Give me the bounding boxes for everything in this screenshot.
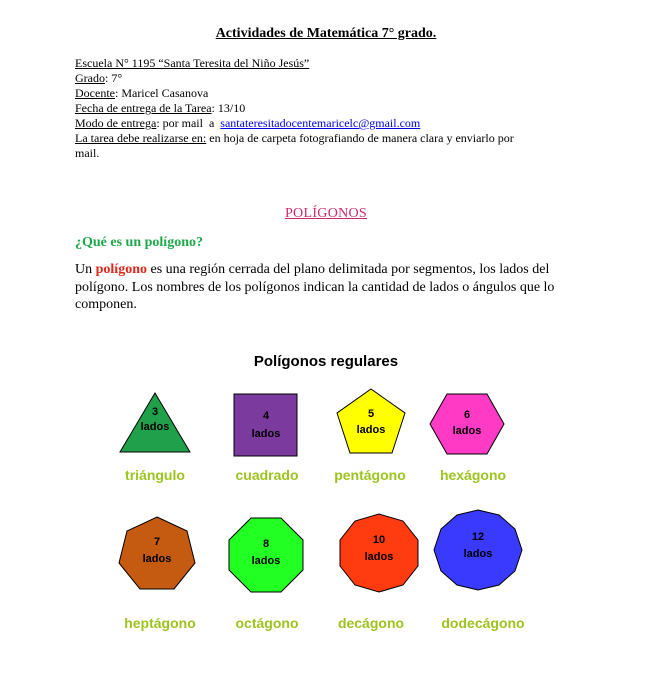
decagon-unit: lados [364,551,394,563]
dodecagon-unit: lados [463,548,493,560]
document-title: Actividades de Matemática 7° grado. [215,26,437,41]
heptagon-count: 7 [153,536,161,548]
pentagon-count: 5 [367,408,375,420]
pentagon-name: pentágono [334,467,406,483]
square-shape [233,393,299,457]
square-unit: lados [251,428,281,440]
hexagon-unit: lados [452,425,482,437]
decagon-name: decágono [337,615,405,631]
dodecagon-shape [432,508,524,592]
decagon-count: 10 [372,534,386,546]
question-heading: ¿Qué es un polígono? [75,235,203,250]
delivery-mode-line: Modo de entrega: por mail a santateresitadocentemaricelc@gmail.com [75,116,421,130]
square-count: 4 [262,410,270,422]
section-title: POLÍGONOS [284,206,368,221]
pentagon-polygon [337,389,405,453]
due-date-line: Fecha de entrega de la Tarea: 13/10 [75,101,246,115]
pentagon-unit: lados [356,424,386,436]
definition-paragraph: Un polígono es una región cerrada del plano delimitada por segmentos, los lados del polígono. Los nombres de los polígonos indican la cantidad de lados o ángulos que lo componen. [75,262,555,312]
shapes-title: Polígonos regulares [253,353,399,370]
heptagon-shape [117,515,197,593]
hexagon-shape [428,392,506,456]
triangle-unit: lados [140,421,170,433]
decagon-shape [337,512,421,594]
octagon-count: 8 [262,538,270,550]
heptagon-unit: lados [142,553,172,565]
keyword-poligono: polígono [95,262,147,277]
square-name: cuadrado [235,467,299,483]
dodecagon-name: dodecágono [441,615,525,631]
hexagon-name: hexágono [439,467,507,483]
triangle-shape [118,390,192,454]
pentagon-shape [335,387,407,455]
octagon-shape [227,516,305,594]
teacher-line: Docente: Maricel Casanova [75,86,209,100]
octagon-name: octágono [235,615,299,631]
task-line: La tarea debe realizarse en: en hoja de carpeta fotografiando de manera clara y enviarlo por mail. [75,131,514,160]
school-line: Escuela N° 1195 “Santa Teresita del Niño Jesús” [75,56,310,70]
octagon-unit: lados [251,555,281,567]
dodecagon-count: 12 [471,531,485,543]
triangle-count: 3 [151,406,159,418]
email-link[interactable]: santateresitadocentemaricelc@gmail.com [220,116,421,130]
grade-line: Grado: 7° [75,71,123,85]
heptagon-name: heptágono [124,615,196,631]
hexagon-count: 6 [463,409,471,421]
square-polygon [234,394,297,456]
hexagon-polygon [430,394,504,454]
triangle-name: triángulo [125,467,185,483]
